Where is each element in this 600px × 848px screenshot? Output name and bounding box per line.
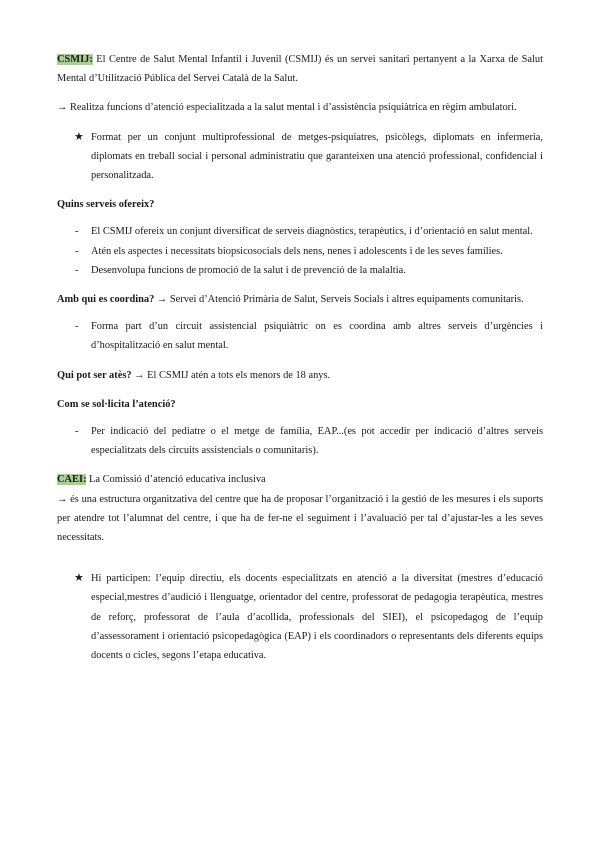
star-icon: ★: [74, 572, 84, 585]
caei-members-text: Hi participen: l’equip directiu, els docents especialitzats en atenció a la diversitat (mestres d’educació especial,mestres d’audició i llenguatge, orientador del centre, professorat de pedagogia terapèutica, mestres de reforç, professorat de l’aula d’acollida, professionals del SIEI), el psicopedagog de l’equip d’assessorament i orientació psicopedagògica (EAP) i els coordinadors o representants dels diferents equips docents o cicles, segons l’etapa educativa.: [91, 573, 543, 662]
request-heading: Com se sol·licita l’atenció?: [57, 398, 176, 410]
list-item: [57, 222, 543, 241]
csmij-team-text: Format per un conjunt multiprofessional de metges-psiquiatres, psicòlegs, diplomats en infermeria, diplomats en treball social i personal administratiu que garanteixen una atenció professional, confidencial i personalitzada.: [91, 131, 543, 182]
csmij-team-bullet: [57, 128, 543, 186]
coordination-paragraph: [57, 290, 543, 309]
who-text: → El CSMIJ atén a tots els menors de 18 anys.: [131, 369, 331, 381]
service-text: Atén els aspectes i necessitats biopsicosocials dels nens, nenes i adolescents i de les seves famílies.: [91, 245, 503, 257]
caei-title-line: [57, 470, 543, 489]
coordination-item-text: Forma part d’un circuit assistencial psiquiàtric on es coordina amb altres serveis d’urgències i d’hospitalització en salut mental.: [91, 321, 543, 352]
caei-term: CAEI:: [57, 474, 87, 486]
caei-members-bullet: [57, 569, 543, 665]
csmij-definition-text: El Centre de Salut Mental Infantil i Juvenil (CSMIJ) és un servei sanitari pertanyent a la Xarxa de Salut Mental d’Utilització Pública del Servei Català de la Salut.: [57, 54, 543, 85]
who-paragraph: [57, 366, 543, 385]
list-item: [57, 422, 543, 460]
caei-definition: → és una estructura organitzativa del centre que ha de proposar l’organització i la gestió de les mesures i els suports per atendre tot l’alumnat del centre, i que ha de fer-ne el seguiment i l’avaluació per tal d’ajustar-les a les seves necessitats.: [57, 493, 543, 544]
request-item-text: Per indicació del pediatre o el metge de família, EAP...(es pot accedir per indicació d’altres serveis especialitzats dels circuits assistencials o comunitaris).: [91, 426, 543, 457]
list-item: [57, 242, 543, 261]
csmij-definition: [57, 50, 543, 88]
coordination-heading: Amb qui es coordina? →: [57, 294, 168, 306]
dash-marker: -: [75, 226, 79, 238]
dash-marker: -: [75, 321, 79, 333]
csmij-function: → Realitza funcions d’atenció especialitzada a la salut mental i d’assistència psiquiàtrica en règim ambulatori.: [57, 102, 517, 114]
coordination-text: Servei d’Atenció Primària de Salut, Serveis Socials i altres equipaments comunitaris.: [167, 294, 524, 306]
dash-marker: -: [75, 245, 79, 257]
list-item: [57, 261, 543, 280]
dash-marker: -: [75, 426, 79, 438]
list-item: [57, 317, 543, 355]
service-text: El CSMIJ ofereix un conjunt diversificat de serveis diagnòstics, terapèutics, i d’orientació en salut mental.: [91, 226, 533, 238]
star-icon: ★: [74, 130, 84, 143]
services-heading: Quins serveis ofereix?: [57, 199, 155, 211]
dash-marker: -: [75, 264, 79, 276]
csmij-term: CSMIJ:: [57, 54, 93, 65]
document-page: [57, 50, 543, 665]
who-heading: Qui pot ser atès?: [57, 369, 132, 381]
caei-title: La Comissió d’atenció educativa inclusiva: [86, 474, 266, 486]
service-text: Desenvolupa funcions de promoció de la salut i de prevenció de la malaltia.: [91, 264, 406, 276]
